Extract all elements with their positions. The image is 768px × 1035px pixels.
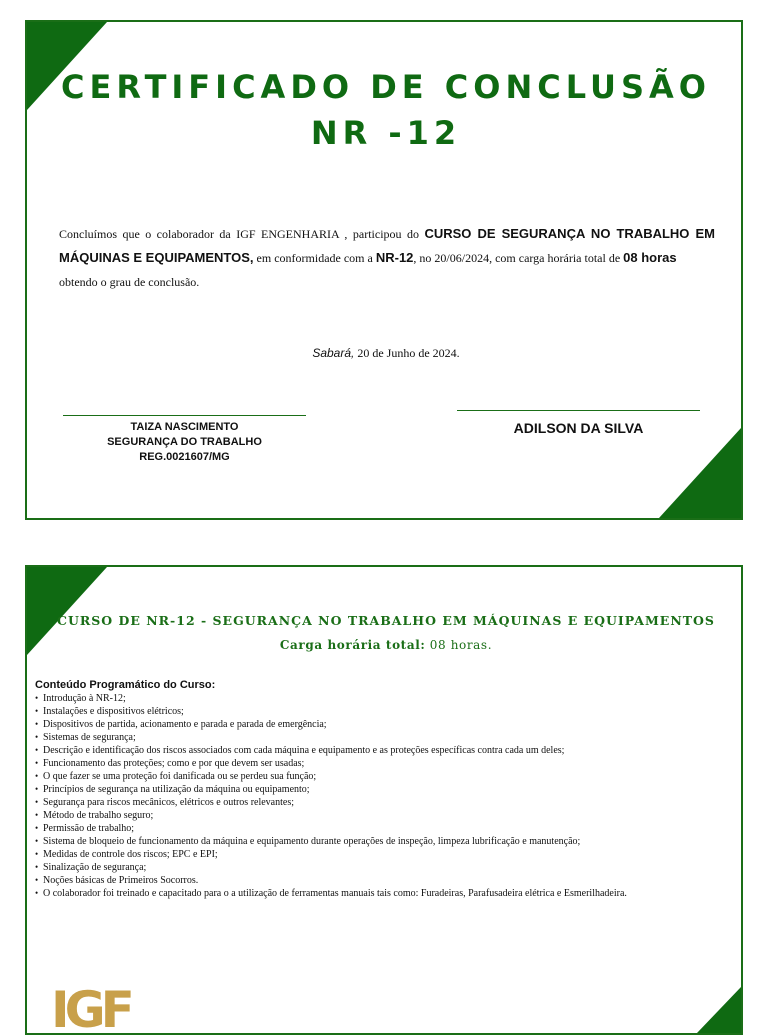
list-item: • Princípios de segurança na utilização da máquina ou equipamento; [35,783,725,796]
igf-logo: IGF [51,981,130,1035]
list-item: • Dispositivos de partida, acionamento e parada e parada de emergência; [35,718,725,731]
total-hours: 08 horas [623,250,677,265]
list-item: • Permissão de trabalho; [35,822,725,835]
signature-right [457,418,700,438]
certificate-page [25,20,743,520]
content-list [35,692,725,900]
list-item: • O colaborador foi treinado e capacitado para o a utilização de ferramentas manuais tais como: Furadeiras, Parafusadeira elétrica e Esmerilhadeira. [35,887,725,900]
signatory-name: ADILSON DA SILVA [513,420,644,436]
body-conclusion: obtendo o grau de conclusão. [59,275,200,289]
signatory-name: TAIZA NASCIMENTO [130,421,239,433]
list-item: • O que fazer se uma proteção foi danificada ou se perdeu sua função; [35,770,725,783]
course-title: CURSO DE NR-12 - SEGURANÇA NO TRABALHO EM MÁQUINAS E EQUIPAMENTOS [57,613,715,628]
course-name: CURSO DE SEGURANÇA NO TRABALHO EM MÁQUINAS E EQUIPAMENTOS, [59,226,715,265]
corner-triangle-bottom-right [697,987,741,1033]
certificate-title: CERTIFICADO DE CONCLUSÃO [61,68,711,106]
list-item: • Sinalização de segurança; [35,861,725,874]
signatory-role: SEGURANÇA DO TRABALHO [107,436,262,448]
list-item: • Sistema de bloqueio de funcionamento da máquina e equipamento durante operações de inspeção, limpeza lubrificação e manutenção; [35,835,725,848]
program-page [25,565,743,1035]
content-heading: Conteúdo Programático do Curso: [35,679,216,691]
certificate-body [59,222,715,294]
course-hours [27,638,743,652]
hours-label: Carga horária total: [279,638,426,652]
list-item: • Descrição e identificação dos riscos associados com cada máquina e equipamento e as proteções específicas contra cada um deles; [35,744,725,757]
list-item: • Segurança para riscos mecânicos, elétricos e outros relevantes; [35,796,725,809]
signatory-registration: REG.0021607/MG [139,451,230,463]
date: 20 de Junho de 2024. [354,346,460,360]
signature-left [63,420,306,465]
list-item: • Método de trabalho seguro; [35,809,725,822]
place-date [27,346,743,361]
list-item: • Sistemas de segurança; [35,731,725,744]
body-conformity: em conformidade com a [253,251,376,265]
city: Sabará, [312,346,355,360]
signature-line-left [63,415,306,416]
list-item: • Funcionamento das proteções; como e por que devem ser usadas; [35,757,725,770]
list-item: • Instalações e dispositivos elétricos; [35,705,725,718]
signature-line-right [457,410,700,411]
list-item: • Medidas de controle dos riscos; EPC e EPI; [35,848,725,861]
list-item: • Noções básicas de Primeiros Socorros. [35,874,725,887]
corner-triangle-bottom-right [659,428,741,518]
body-date-hours: , no 20/06/2024, com carga horária total de [413,251,624,265]
body-intro: Concluímos que o colaborador da IGF ENGENHARIA , participou do [59,227,425,241]
norm-name: NR-12 [375,250,414,265]
list-item: • Introdução à NR-12; [35,692,725,705]
certificate-subtitle: NR -12 [310,114,462,152]
hours-value: 08 horas. [425,638,493,652]
